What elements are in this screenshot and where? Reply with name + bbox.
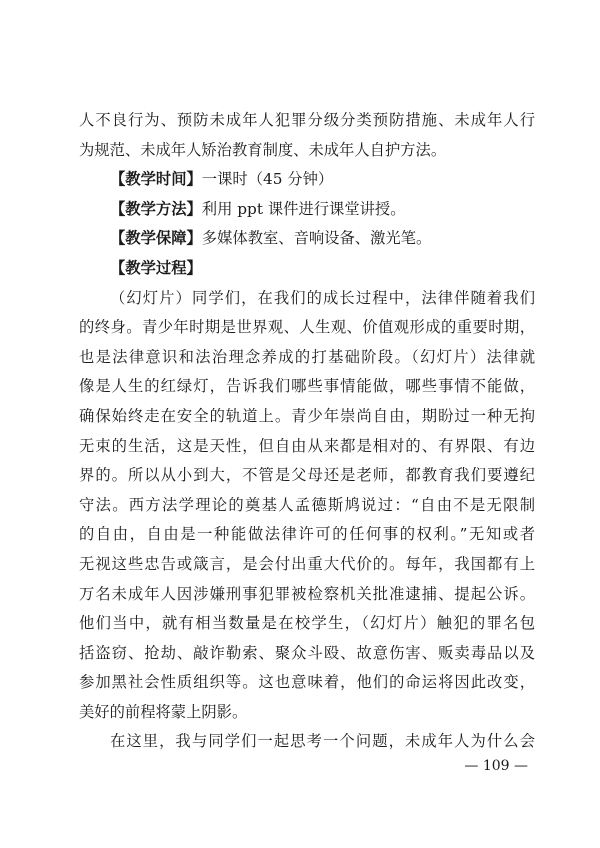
text-line: 确保始终走在安全的轨道上。青少年崇尚自由，期盼过一种无拘 xyxy=(79,406,535,425)
text-line: 界的。所以从小到大，不管是父母还是老师，都教育我们要遵纪 xyxy=(79,466,535,485)
text-line: 为规范、未成年人矫治教育制度、未成年人自护方法。 xyxy=(79,140,447,159)
text-line: 他们当中，就有相当数量是在校学生，（幻灯片）触犯的罪名包 xyxy=(79,614,535,633)
teaching-method-line xyxy=(79,195,535,225)
teaching-method-value: 利用 ppt 课件进行课堂讲授。 xyxy=(201,199,406,218)
text-line: 的终身。青少年时期是世界观、人生观、价值观形成的重要时期， xyxy=(79,318,535,337)
text-line: 像是人生的红绿灯，告诉我们哪些事情能做，哪些事情不能做， xyxy=(79,377,535,396)
text-line: 无视这些忠告或箴言，是会付出重大代价的。每年，我国都有上 xyxy=(79,554,535,573)
teaching-time-label: 【教学时间】 xyxy=(110,170,202,189)
text-line: 人不良行为、预防未成年人犯罪分级分类预防措施、未成年人行 xyxy=(79,111,535,129)
text-line: 美好的前程将蒙上阴影。 xyxy=(79,702,248,721)
text-line: 参加黑社会性质组织等。这也意味着，他们的命运将因此改变， xyxy=(79,673,535,692)
teaching-support-line xyxy=(79,224,535,254)
text-line: 也是法律意识和法治理念养成的打基础阶段。（幻灯片）法律就 xyxy=(79,347,535,366)
teaching-process-label: 【教学过程】 xyxy=(110,258,202,277)
text-line: 的自由，自由是一种能做法律许可的任何事的权利。”无知或者 xyxy=(79,525,535,544)
page-number: — 109 — xyxy=(464,758,528,774)
teaching-time-line xyxy=(79,165,535,195)
teaching-method-label: 【教学方法】 xyxy=(110,199,202,218)
teaching-process-line xyxy=(79,254,535,284)
text-line: 守法。西方法学理论的奠基人孟德斯鸠说过：“自由不是无限制 xyxy=(79,495,535,514)
text-line: 括盗窃、抢劫、敲诈勒索、聚众斗殴、故意伤害、贩卖毒品以及 xyxy=(79,643,535,662)
teaching-time-value: 一课时（45 分钟） xyxy=(201,170,334,189)
teaching-support-label: 【教学保障】 xyxy=(110,229,202,248)
body-text xyxy=(79,106,535,757)
teaching-support-value: 多媒体教室、音响设备、激光笔。 xyxy=(201,229,432,248)
text-line: 万名未成年人因涉嫌刑事犯罪被检察机关批准逮捕、提起公诉。 xyxy=(79,584,535,603)
text-line: （幻灯片）同学们，在我们的成长过程中，法律伴随着我们 xyxy=(110,288,535,307)
text-line: 在这里，我与同学们一起思考一个问题，未成年人为什么会 xyxy=(110,732,535,751)
text-line: 无束的生活，这是天性，但自由从来都是相对的、有界限、有边 xyxy=(79,436,535,455)
